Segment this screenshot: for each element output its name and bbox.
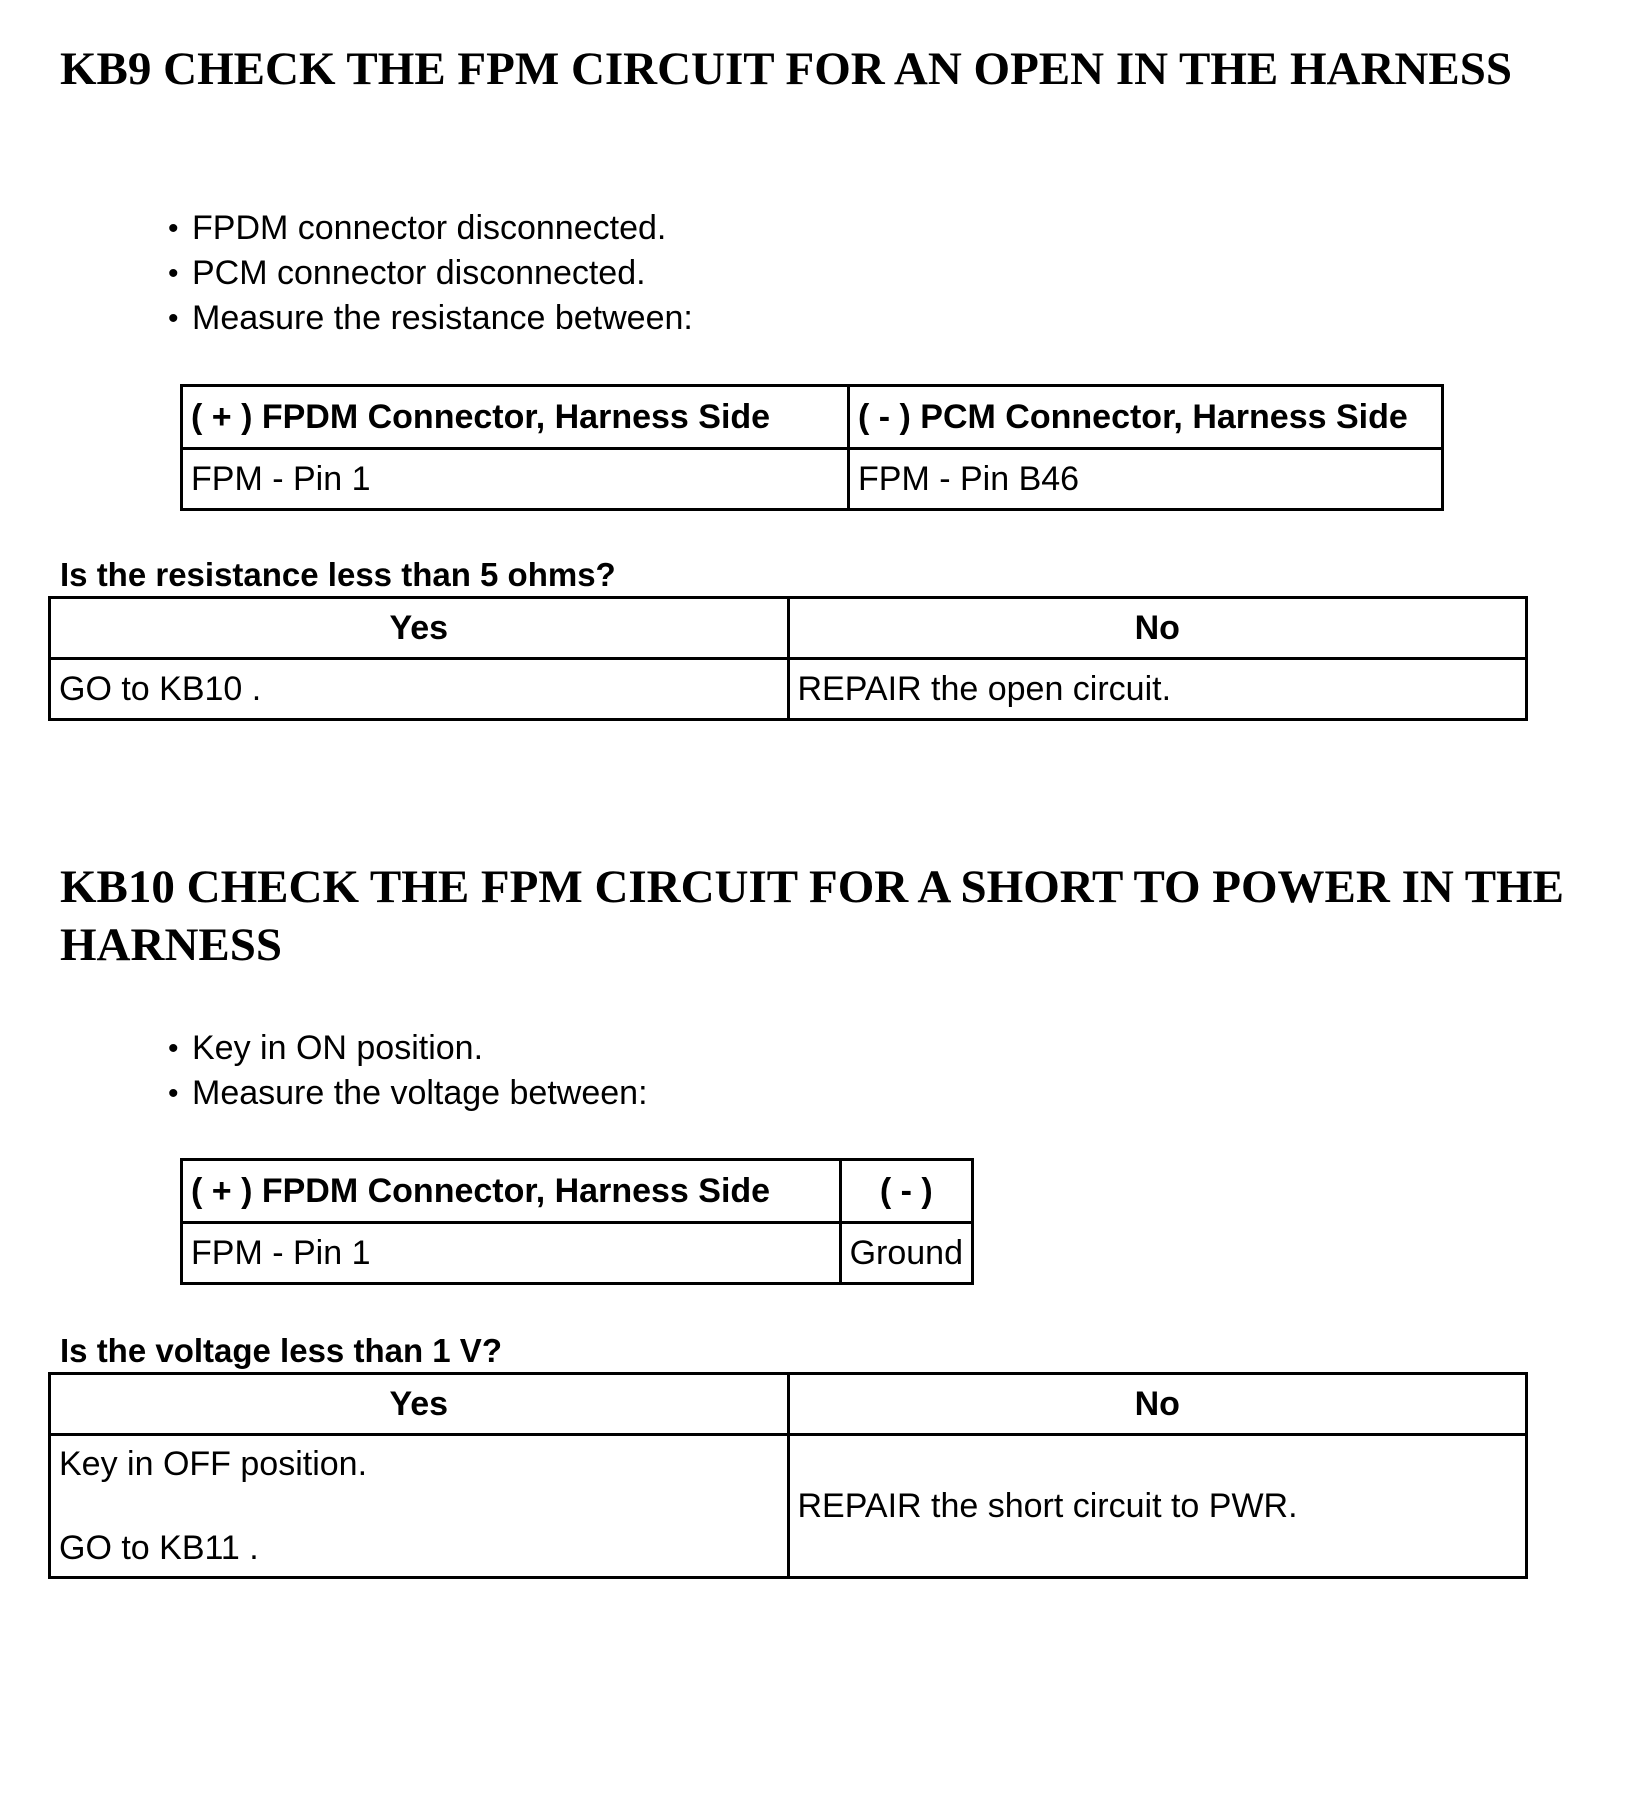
table-cell: Ground: [840, 1223, 972, 1284]
yes-action-line: GO to KB11 .: [59, 1529, 259, 1567]
table-row: [50, 659, 1527, 720]
kb10-heading: KB10 CHECK THE FPM CIRCUIT FOR A SHORT TO POWER IN THE HARNESS: [60, 861, 1564, 971]
yes-header: Yes: [50, 598, 789, 659]
list-item: • FPDM connector disconnected.: [168, 206, 693, 251]
table-row: [50, 1435, 1527, 1578]
column-header: ( - ): [840, 1160, 972, 1223]
column-header: ( + ) FPDM Connector, Harness Side: [182, 386, 849, 449]
column-header: ( - ) PCM Connector, Harness Side: [849, 386, 1443, 449]
yes-action-line: Key in OFF position.: [59, 1445, 368, 1483]
kb10-measurement-table: [180, 1158, 974, 1285]
yes-header: Yes: [50, 1374, 789, 1435]
no-header: No: [788, 598, 1527, 659]
table-cell: FPM - Pin 1: [182, 449, 849, 510]
yes-action: [50, 1435, 789, 1578]
table-header-row: [50, 1374, 1527, 1435]
list-item: • PCM connector disconnected.: [168, 251, 693, 296]
no-header: No: [788, 1374, 1527, 1435]
kb10-step-list: [168, 1026, 648, 1116]
table-header-row: [182, 1160, 973, 1223]
kb9-heading: KB9 CHECK THE FPM CIRCUIT FOR AN OPEN IN THE HARNESS: [60, 43, 1512, 95]
table-cell: FPM - Pin 1: [182, 1223, 841, 1284]
no-action: REPAIR the short circuit to PWR.: [788, 1435, 1527, 1578]
yes-action: GO to KB10 .: [50, 659, 789, 720]
table-row: [182, 449, 1443, 510]
table-cell: FPM - Pin B46: [849, 449, 1443, 510]
table-header-row: [50, 598, 1527, 659]
bullet-icon: •: [168, 1077, 179, 1110]
list-item: • Measure the voltage between:: [168, 1071, 648, 1116]
bullet-icon: •: [168, 302, 179, 335]
kb10-answer-table: [48, 1372, 1528, 1579]
bullet-icon: •: [168, 212, 179, 245]
list-item: • Key in ON position.: [168, 1026, 648, 1071]
kb9-answer-table: [48, 596, 1528, 721]
table-header-row: [182, 386, 1443, 449]
column-header: ( + ) FPDM Connector, Harness Side: [182, 1160, 841, 1223]
table-row: [182, 1223, 973, 1284]
bullet-icon: •: [168, 257, 179, 290]
no-action: REPAIR the open circuit.: [788, 659, 1527, 720]
kb9-step-list: [168, 206, 693, 341]
kb9-question: Is the resistance less than 5 ohms?: [60, 556, 616, 593]
kb9-measurement-table: [180, 384, 1444, 511]
kb10-question: Is the voltage less than 1 V?: [60, 1332, 502, 1369]
list-item: • Measure the resistance between:: [168, 296, 693, 341]
bullet-icon: •: [168, 1032, 179, 1065]
